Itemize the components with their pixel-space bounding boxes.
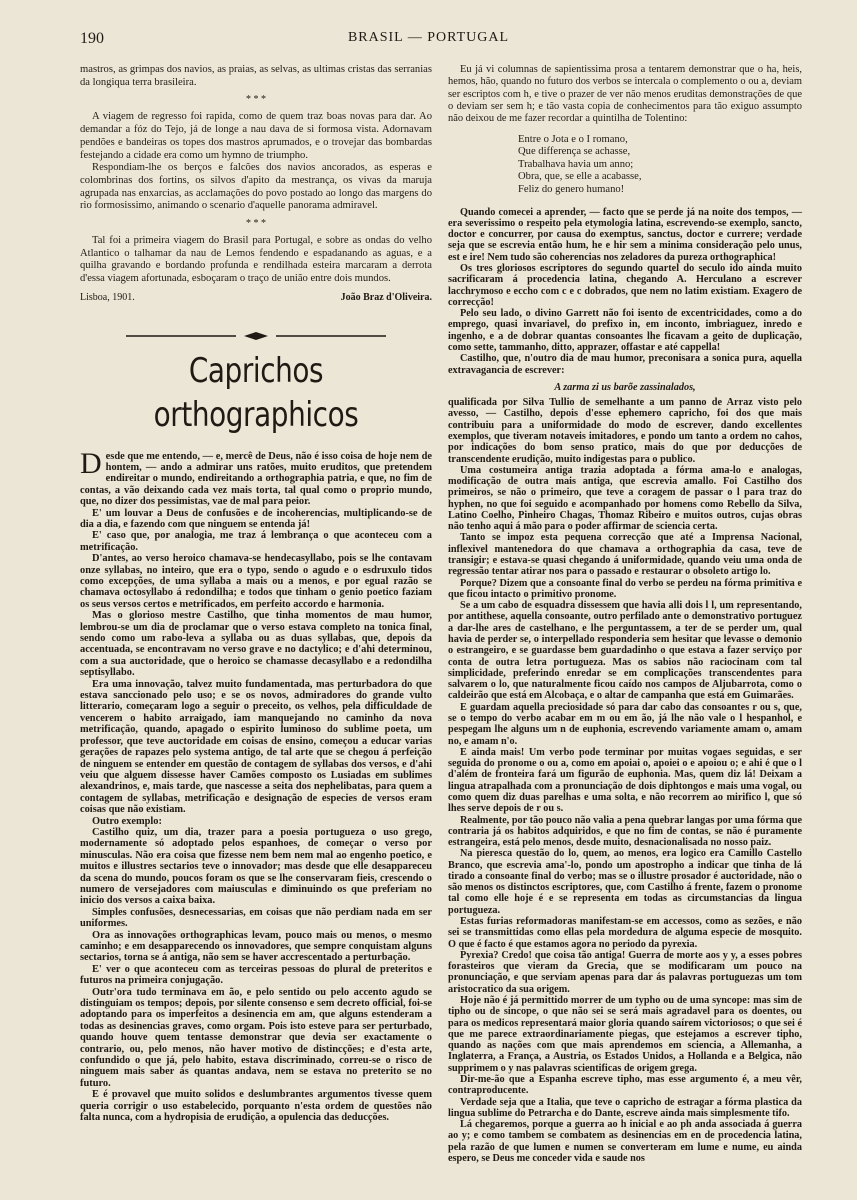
paragraph: D'antes, ao verso heroico chamava-se hendecasyllabo, pois se lhe contavam onze syllabas, no inteiro, que era o typo, sendo o agudo e o esdruxulo tidos como excepções, de uma syllaba a mais ou a menos, e por egual razão se chamava octosyllabo á redondilha; e todos que tinham o genio poetico faziam os seus versos certos e metrificados, em perfeito accordo e harmonia. [80, 553, 432, 610]
ornament-divider-icon [126, 331, 386, 341]
paragraph: Castilho, que, n'outro dia de mau humor, preconisara a sonica pura, aquella extravagancia de escrever: [448, 353, 802, 376]
poem-line: Feliz do genero humano! [518, 184, 625, 196]
poem-quintilha [518, 134, 802, 197]
paragraph: qualificada por Silva Tullio de semelhante a um panno de Arraz visto pelo avesso, — Castilho, depois d'esse ephemero capricho, foi dos que mais contribuiu para a uniformidade do modo de escrever, dando excellentes exemplos, que tiveram notaveis imitadores, e pondo um tanto a ordem no cahos, por indicações do bom senso pratico, mais do que por deducções de transcendente erudição, muito indigestas para o publico. [448, 397, 802, 465]
paragraph: Castilho quiz, um dia, trazer para a poesia portugueza o uso grego, modernamente só adoptado pelos espanhoes, de começar o verso por minusculas. Não era coisa que fizesse nem bem nem mal ao engenho poetico, e muitos e illustres sectarios teve o innovador; mas desde que elle desappareceu da scena do mundo, poucos foram os que se lhe conservaram fieis, crescendo o numero de versejadores com maiusculas e diminuindo os que preferiam no inicio dos versos a caixa baixa. [80, 826, 432, 907]
paragraph: E guardam aquella preciosidade só para dar cabo das consoantes r ou s, que, se o tempo do verbo acabar em m ou em ão, já lhe não vale o l hespanhol, e pespegam lhe alguns um n de euphonia, escrevendo variamente amam o, amam no, e amam n'o. [448, 701, 802, 747]
paragraph: Realmente, por tão pouco não valia a pena quebrar langas por uma fórma que contraria já os habitos adquiridos, e que no fim de contas, se não é puramente estrangeira, está pelo menos, desde muito, desnacionalisada no nosso paiz. [448, 814, 802, 849]
right-column [448, 64, 802, 1164]
paragraph: mastros, as grimpas dos navios, as praias, as selvas, as ultimas cristas das serranias da longiqua terra brasileira. [80, 64, 432, 88]
paragraph: Os tres gloriosos escriptores do segundo quartel do seculo ido ainda muito sacrificaram á procedencia latina, chegando A. Herculano a escrever lacchrymoso e eccho com c e c dobrados, que nem no latim existiam. Exagero de correcção! [448, 263, 802, 308]
paragraph: E' ver o que aconteceu com as terceiras pessoas do plural de preteritos e futuros na primeira conjugação. [80, 963, 432, 987]
paragraph: Verdade seja que a Italia, que teve o capricho de estragar a fórma plastica da lingua sublime do Petrarcha e do Dante, escreve ainda mais simplesmente tifo. [448, 1096, 802, 1119]
poem-line: Que differença se achasse, [518, 146, 631, 158]
paragraph: Se a um cabo de esquadra dissessem que havia alli dois l l, um representando, por antithese, aquella consoante, outro perfilado ante o demonstrativo portuguez a dar-lhe ares de castelhano, e lhe perguntassem, a ter de se perder um, qual havia de perder se, o interpellado responderia sem hesitar que levasse o demonio o estrangeiro, e se guardasse bem guardadinho o que estava a fazer serviço por conta de outra letra portugueza. Mas os sabios não raciocinam com tal simplicidade, preferindo enredar se em complicações transcendentes para salvarem o lo, que naturalmente ficou caído nos campos de Aljubarrota, como o caldeirão que está em Alcobaça, e o altar de campanha que está em Guimarães. [448, 600, 802, 702]
article-title: Caprichos orthographicos [153, 350, 359, 435]
paragraph: Outro exemplo: [92, 815, 162, 827]
poem-line: Entre o Jota e o I romano, [518, 133, 628, 145]
page-number: 190 [80, 30, 104, 47]
page-header [0, 30, 857, 54]
running-title: BRASIL — PORTUGAL [347, 30, 510, 45]
paragraph: Quando comecei a aprender, — facto que se perde já na noite dos tempos, — era severissimo o respeito pela etymologia latina, escrevendo-se exemplo, sancto, doctor e concurrer, por causa do exemptus, sanctus, doctor e currere; verdade seja que se escrevia então hum, he e hir sem a minima consideração pelo unus, est e ire! Nem tudo são coherencias nos zeladores da pureza orthographica! [448, 206, 802, 263]
paragraph: Simples confusões, desnecessarias, em coisas que não perdiam nada em ser uniformes. [80, 906, 432, 930]
paragraph: Era uma innovação, talvez muito fundamentada, mas perturbadora do que estava sanccionado pelo uso; e se os novos, admiradores do grande vulto litterario, começaram logo a seguir o preceito, os velhos, pela difficuldade de vencerem o habito arraigado, iam manquejando no caminho da nova metrificação, quando, apagado o espirito luminoso do sublime poeta, um professor, que teve auctoridade em coisas de ensino, começou a educar varias gerações de rapazes pelo systema antigo, de tal arte que se chegou á perfeição de ninguem se entender em questão de contagem de syllabas dos versos, e d'ahi veiu que alguem dissesse haver Camões composto os Lusiadas em sublimes alexandrinos, e, mais tarde, que nascesse a seita dos nephelibatas, para quem a contagem de syllabas, metrificação e designação de especies de versos eram coisas que não existiam. [80, 678, 432, 816]
paragraph: Ora as innovações orthographicas levam, pouco mais ou menos, o mesmo caminho; e em desapparecendo os innovadores, que sempre conquistam alguns sectarios, torna se á antiga, não sem se haver accrescentado a perturbação. [80, 929, 432, 964]
place-date: Lisboa, 1901. [80, 291, 135, 303]
paragraph: Uma costumeira antiga trazia adoptada a fórma ama-lo e analogas, modificação de outra mais antiga, que escrevia amallo. Foi Castilho dos primeiros, se não o primeiro, que teve a coragem de passar o l para traz do hyphen, no que foi seguido e acompanhado por homens como Rebello da Silva, Latino Coelho, Pinheiro Chagas, Thomaz Ribeiro e muitos outros, cujas obras não tenho aqui á mão para o poder affirmar de sciencia certa. [448, 464, 802, 533]
poem-line: Obra, que, se elle a acabasse, [518, 171, 642, 183]
asterism-separator: * * * [246, 94, 266, 106]
paragraph: Na pieresca questão do lo, quem, ao menos, era logico era Camillo Castello Branco, que escrevia ama'-lo, pondo um apostropho a indicar que tinha de lá tirado a consoante final do verbo; mas se o illustre prosador é auctoridade, não o são menos os distinctos escriptores, que, com Castilho á frente, fazem o pronome tal como elle hoje é e se representa em todas as circumstancias da lingua portugueza. [448, 848, 802, 916]
paragraph: Tal foi a primeira viagem do Brasil para Portugal, e sobre as ondas do velho Atlantico o talhamar da nau de Lemos fendendo e espadanando as aguas, e a quilha gravando e bordando profunda e rendilhada esteira marcaram a derrota d'essa viagem afortunada, esboçaram o traço de união entre dois mundos. [80, 235, 432, 285]
paragraph: Hoje não é já permittido morrer de um typho ou de uma syncope: mas sim de tipho ou de sincope, o que não sei se será mais agradavel para os doentes, ou para os medicos representará maior gloria quando saírem victoriosos; o que sei é que me parece extraordinariamente piegas, que estejamos a escrever tipho, quando as nações com que mais aprendemos em sciencia, a Allemanha, a Inglaterra, a França, a Austria, os Estados Unidos, a Hollanda e a Belgica, não supprimem o y nas palavras scientificas de origem grega. [448, 995, 802, 1074]
paragraph: E' caso que, por analogia, me traz á lembrança o que aconteceu com a metrificação. [80, 530, 432, 553]
paragraph: Pelo seu lado, o divino Garrett não foi isento de excentricidades, como a do emprego, quasi invariavel, do prefixo in, em inconto, imbriaguez, inredo e ingenho, e a de dobrar quantas consoantes lhe ficavam a geito de duplicação, como sette, tammanho, ditto, apprazer, offastar e até cappella! [448, 308, 802, 353]
poem-line: Trabalhava havia um anno; [518, 158, 634, 170]
article-body-continued [448, 207, 802, 1165]
paragraph: Outr'ora tudo terminava em ão, e pelo sentido ou pelo accento agudo se distinguiam os tempos; depois, por silente consenso e sem decreto official, foi-se adoptando para os imperfeitos a desinencia em am, que alguns estenderam a todas as desinencias graves, como orgam. Pois isto esteve para ser perturbado, quando houve quem tentasse demonstrar que devia ser exactamente o contrario, ou, pelo menos, não haver motivo de distincções; e d'esta arte, confundido o que já, pelo habito, estava discriminado, correu-se o risco de ninguem mais saber ás quantas andava, nem se estava no preterito se no futuro. [80, 986, 432, 1089]
paragraph: Mas o glorioso mestre Castilho, que tinha momentos de mau humor, lembrou-se um dia de proclamar que o verso estava completo na tonica final, sendo como um rabo-leva a syllaba ou as duas syllabas, que, depois da accentuada, se encontravam no verso grave e no dactylico; e d'ahi determinou, com a sua auctoridade, que o heroico se chamasse decasyllabo e a redondilha septisyllabo. [80, 610, 432, 679]
paragraph: E é provavel que muito solidos e deslumbrantes argumentos tivesse quem queria corrigir o uso estabelecido, porquanto n'esta ordem de questões não falta nunca, com a hydropisia de erudição, a opulencia das deducções. [80, 1089, 432, 1124]
article-body [80, 446, 432, 1124]
drop-cap: D [80, 446, 102, 480]
signature-line [80, 292, 432, 305]
paragraph: Dir-me-ão que a Espanha escreve tipho, mas esse argumento é, a meu vêr, contraproducente. [448, 1073, 802, 1097]
paragraph: esde que me entendo, — e, mercê de Deus, não é isso coisa de hoje nem de hontem, — ando a admirar uns ratões, muito eruditos, que pretendem endireitar o mundo, endireitando a orthographia patria, e que, no fim de contas, a vão deixando cada vez mais torta, tal qual como o proprio mundo, que, no dizer dos pessimistas, vae de mal para peior. [80, 450, 432, 508]
paragraph: E ainda mais! Um verbo pode terminar por muitas vogaes seguidas, e ser seguida do pronome o ou a, como em apoiai o, apoiei o e apoiou o; e ahi é que o l d'além de fronteira fará um figurão de euphonia. Mas, quem diz lá! Deixam a lingua atrapalhada com a pronunciação de dois diphtongos e mais uma vogal, ou como quem diz duas parelhas e uma solta, e não recorrem ao mirifico l, que só lhes serve depois de r ou s. [448, 746, 802, 815]
quoted-verse: A zarma zi us barõe zassinalados, [554, 381, 696, 393]
ornamental-rule [80, 331, 432, 341]
paragraph: A viagem de regresso foi rapida, como de quem traz boas novas para dar. Ao demandar a fóz do Tejo, já de longe a nau dava de si formosa vista. Adornavam pendões e bandeiras os topes dos mastros aprumados, e o trovejar das bombardas festejando a cidade era como um hymno de triumpho. [80, 111, 432, 161]
paragraph: Pyrexia? Credo! que coisa tão antiga! Guerra de morte aos y y, a esses pobres forasteiros que vieram da Grecia, que se modificaram um pouco na pronunciação, e que serviam apenas para dar ás palavras portuguezas um tom aristocratico da sua origem. [448, 949, 802, 995]
paragraph: Respondiam-lhe os berços e falcões dos navios ancorados, as esperas e colombrinas dos fortins, os silvos d'apito da mestrança, os vivas da maruja agrupada nas enxarcias, as acclamações do povo postado ao longo das margens do rio formosissimo, animando o scenario d'aquelle panorama admiravel. [80, 162, 432, 212]
asterism-separator: * * * [246, 218, 266, 230]
paragraph: Eu já vi columnas de sapientissima prosa a tentarem demonstrar que o ha, heis, hemos, hão, quando no futuro dos verbos se intercala o complemento o ou a, deviam ser escriptos com h, e tive o prazer de ver não menos eruditas demonstrações de que o deviam ser sem h; e tão vasta copia de conhecimentos para tão exiguo assumpto não deixou de me fazer recordar a quintilha de Tolentino: [448, 64, 802, 125]
paragraph: Porque? Dizem que a consoante final do verbo se perdeu na fórma primitiva e que ficou intacto o primitivo pronome. [448, 577, 802, 600]
paragraph: E' um louvar a Deus de confusões e de incoherencias, multiplicando-se de dia a dia, e fazendo com que ninguem se entenda já! [80, 507, 432, 530]
paragraph: Tanto se impoz esta pequena correcção que até a Imprensa Nacional, inflexivel mantenedora do que chamava a orthographia da casa, teve de transigir; e estava-se quasi chegando á uniformidade, quando veiu uma onda de regressão tentar atirar nos para o passado e restaurar o obsoleto artigo lo. [448, 532, 802, 578]
author-name: João Braz d'Oliveira. [340, 291, 432, 303]
paragraph: Lá chegaremos, porque a guerra ao h inicial e ao ph anda associada á guerra ao y; e como tambem se combatem as desinencias em en de procedencia latina, pela razão de que lumen e numen se converteram em lume e nume, eu ainda espero, se Deus me conceder vida e saude nos [448, 1119, 802, 1164]
paragraph: Estas furias reformadoras manifestam-se em accessos, como as sezões, e não sei se transmittidas como ellas pela mordedura de alguma especie de mosquito. O que é facto é que estamos agora no periodo da pyrexia. [448, 916, 802, 950]
left-column [80, 64, 432, 1124]
